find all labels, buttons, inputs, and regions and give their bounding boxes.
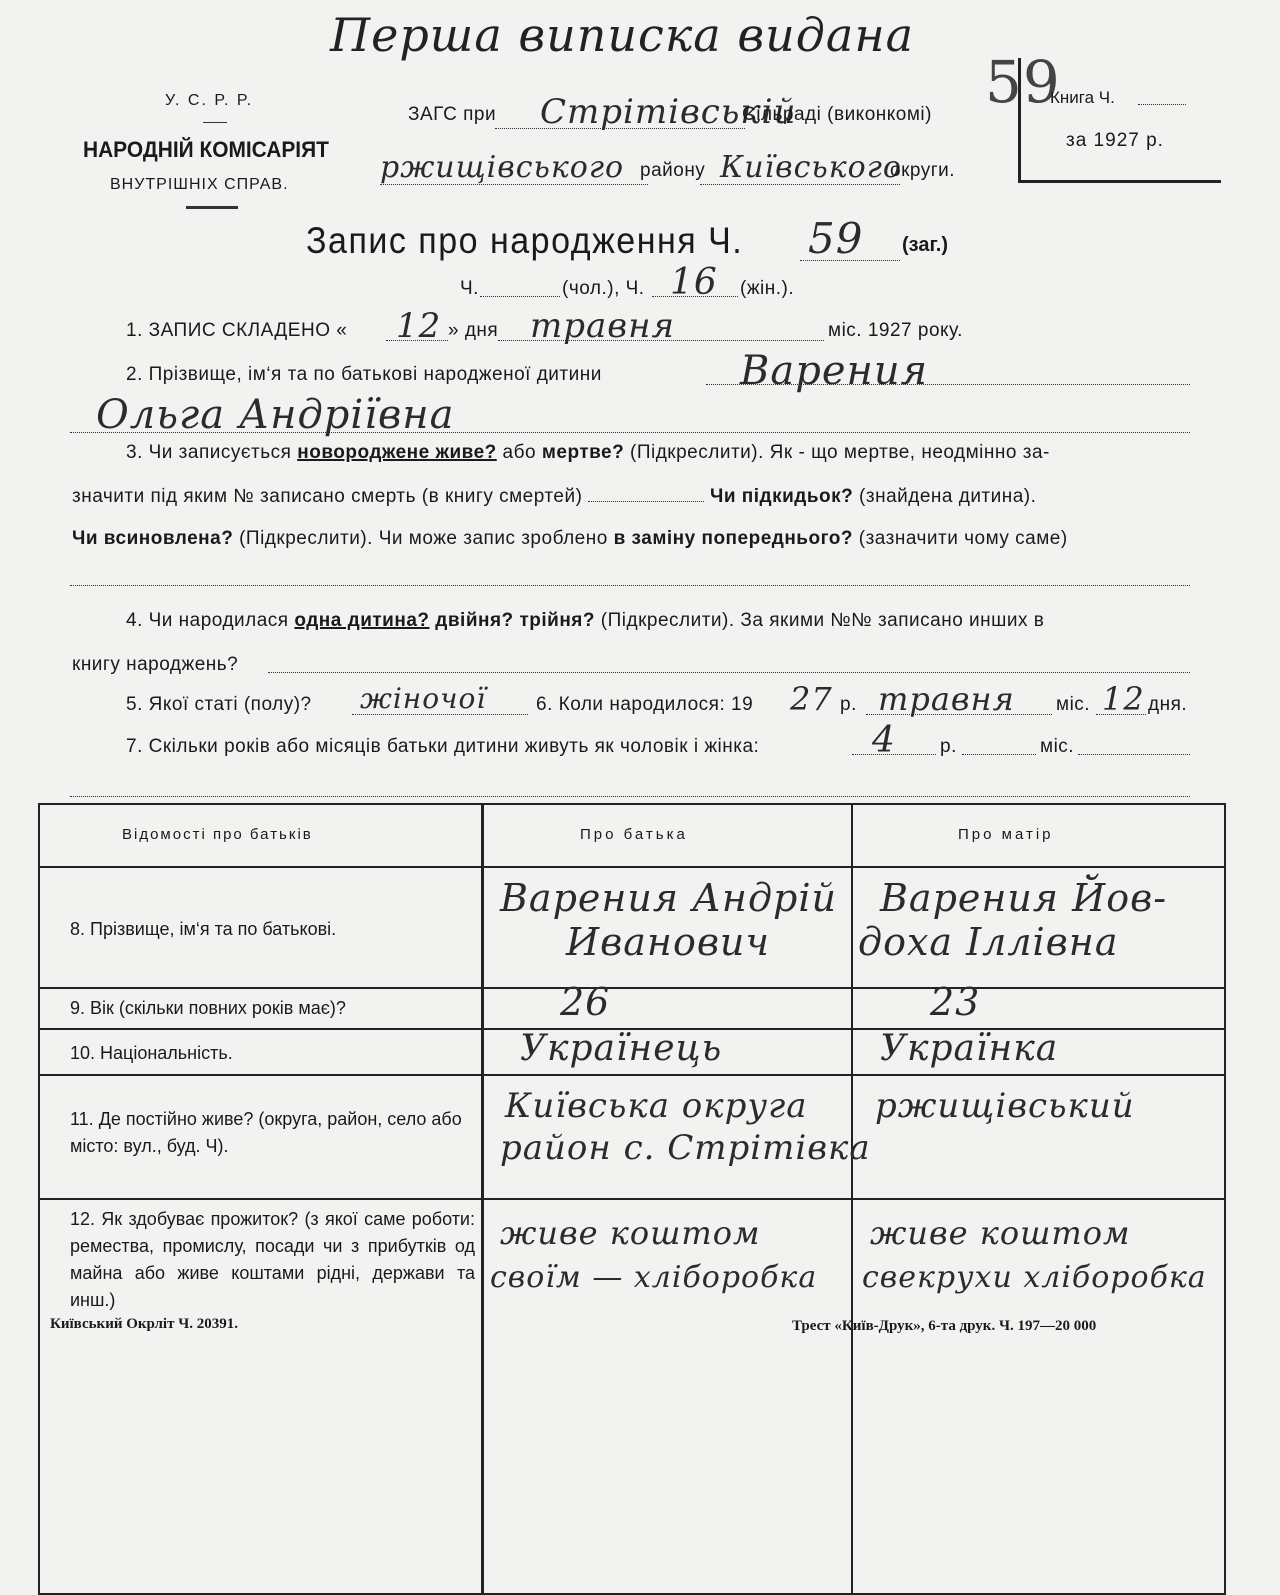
child-name-line [70,432,1190,433]
mother-income-line1: живе коштом [870,1214,1131,1252]
okrug-handwritten: Київського [720,150,902,185]
item5-label: 5. Якої статі (полу)? [126,694,312,715]
table-row-divider-10 [38,1074,1226,1076]
item3-or: або [502,442,537,463]
female-number-handwritten: 16 [670,262,718,303]
village-line [495,128,745,129]
record-number-handwritten: 59 [808,214,864,263]
commissariat-divider [186,206,238,209]
issued-note-handwritten: Перша виписка видана [330,8,915,62]
newborn-alive-option: новороджене живе? [297,442,497,463]
mother-residence-line1: ржищівський [875,1086,1135,1126]
table-header-father: Про батька [580,826,688,843]
item1-tail: міс. 1927 року. [828,320,963,341]
commissariat-label: НАРОДНІЙ КОМІСАРІЯТ [83,137,329,162]
record-zag: (заг.) [902,234,949,256]
district-label: району [640,160,706,181]
row8-label: 8. Прізвище, ім‘я та по батькові. [70,919,337,939]
item6-label: 6. Коли народилося: 19 [536,694,754,715]
record-title: Запис про народження Ч. [306,220,744,262]
row11-label: 11. Де постійно живе? (округа, район, село або місто: вул., буд. Ч). [70,1109,462,1156]
married-years-handwritten: 4 [872,720,896,761]
father-income-line2: своїм — хліборобка [490,1260,818,1295]
council-label: Сільраді (виконкомі) [742,104,932,125]
sex-handwritten: жіночої [360,682,487,715]
item6-r: р. [840,694,857,715]
row12-label: 12. Як здобуває прожиток? (з якої саме роботи: ремества, промислу, посади чи з прибутків од майна або живе коштами рідні, держави та инш.) [70,1209,475,1310]
item3-line3 [72,528,1068,550]
item4-line1 [126,610,1044,632]
birth-day-handwritten: 12 [1102,680,1145,718]
item6-mis: міс. [1056,694,1091,715]
footer-left: Київський Окрліт Ч. 20391. [50,1316,238,1332]
female-number-label: (чол.), Ч. [562,278,645,299]
triplets-option: трійня? [519,610,595,631]
item3-line1 [126,442,1050,464]
item7-blank-line [70,796,1190,797]
district-handwritten: ржищівського [380,150,625,185]
record-number-line [800,260,900,261]
birth-year-handwritten: 27 [790,680,833,718]
item3-line3-a: (Підкреслити). Чи може запис зроблено [239,528,608,549]
usrr-divider [203,122,227,123]
item1-label: 1. ЗАПИС СКЛАДЕНО « [126,320,348,341]
mother-age-handwritten: 23 [930,980,981,1024]
book-label: Книга Ч. [1050,88,1115,107]
item4-line2: книгу народжень? [72,654,239,675]
item7-label: 7. Скільки років або місяців батьки дитини живуть як чоловік і жінка: [126,736,760,757]
okrug-label: округи. [890,160,956,181]
item1-month-line [498,340,824,341]
item1-day-handwritten: 12 [396,306,442,346]
table-header-mother: Про матір [958,826,1054,843]
table-row-divider-11 [38,1198,1226,1200]
father-income-line1: живе коштом [500,1214,761,1252]
father-nationality-handwritten: Українець [520,1028,723,1069]
zags-prefix: ЗАГС при [408,104,497,125]
item7-mis: міс. [1040,736,1075,757]
item2-label: 2. Прізвище, ім‘я та по батькові народженої дитини [126,364,602,385]
father-age-handwritten: 26 [560,980,611,1024]
item3-line3-b: (зазначити чому саме) [858,528,1068,549]
item4-line1-b: (Підкреслити). За якими №№ записано инших в [600,610,1045,631]
footer-right: Трест «Київ-Друк», 6-та друк. Ч. 197—20 000 [792,1318,1097,1334]
child-surname-line [706,384,1190,385]
father-name-line2: Иванович [566,920,771,964]
father-name-line1: Варения Андрій [500,876,837,920]
item4-line1-a: 4. Чи народилася [126,610,289,631]
female-number-line [652,296,738,297]
foundling-option: Чи підкидьок? [709,486,854,507]
father-residence-line1: Київська округа [505,1086,808,1126]
okrug-line [700,184,900,185]
item3-blank-line [70,585,1190,586]
mother-name-line2: доха Іллівна [858,920,1119,964]
dead-option: мертве? [541,442,625,463]
table-header-info: Відомості про батьків [122,826,313,843]
item6-dnia: дня. [1148,694,1188,715]
female-suffix: (жін.). [740,278,795,299]
mother-name-line1: Варения Йов- [880,876,1168,920]
child-name-handwritten: Ольга Андріївна [96,392,455,438]
district-line [380,184,648,185]
mother-nationality-handwritten: Українка [880,1028,1059,1069]
item3-line2-a: значити під яким № записано смерть (в книгу смертей) [72,486,583,507]
birth-month-handwritten: травня [878,680,1015,718]
birth-day-line [1096,714,1146,715]
male-number-line [480,296,560,297]
male-number-label: Ч. [460,278,479,299]
mother-income-line2: свекрухи хліборобка [862,1260,1207,1295]
twins-option: двійня? [435,610,514,631]
birth-month-line [866,714,1052,715]
child-surname-handwritten: Варения [740,348,929,394]
item3-line1-a: 3. Чи записується [126,442,292,463]
item3-line2 [72,486,1036,508]
item7-r: р. [940,736,957,757]
table-row-divider-8 [38,987,1226,989]
internal-affairs-label: ВНУТРІШНІХ СПРАВ. [110,176,289,193]
one-child-option: одна дитина? [294,610,430,631]
adopted-option: Чи всиновлена? [72,528,234,549]
married-months-line [1078,754,1190,755]
book-box [1018,58,1221,183]
item1-month-handwritten: травня [530,306,675,346]
item1-day-line [386,340,448,341]
replacement-option: в заміну попереднього? [613,528,853,549]
village-handwritten: Стрітівській [540,92,797,132]
item4-blank-line [268,672,1190,673]
death-number-line [588,501,704,502]
father-residence-line2: район с. Стрітівка [500,1128,871,1168]
item3-line1-c: (Підкреслити). Як - що мертве, неодмінно за- [630,442,1050,463]
married-years-line [852,754,936,755]
usrr-label: У. С. Р. Р. [165,92,254,109]
book-year: за 1927 р. [1066,130,1164,151]
row9-label: 9. Вік (скільки повних років має)? [70,998,346,1018]
page-number-handwritten: 59 [985,48,1061,116]
table-row-divider-header [38,866,1226,868]
row10-label: 10. Національність. [70,1043,233,1063]
married-r-line [962,754,1036,755]
sex-line [352,714,528,715]
item3-line2-b: (знайдена дитина). [859,486,1037,507]
item1-day-word: » дня [448,320,499,341]
book-line [1138,104,1186,105]
